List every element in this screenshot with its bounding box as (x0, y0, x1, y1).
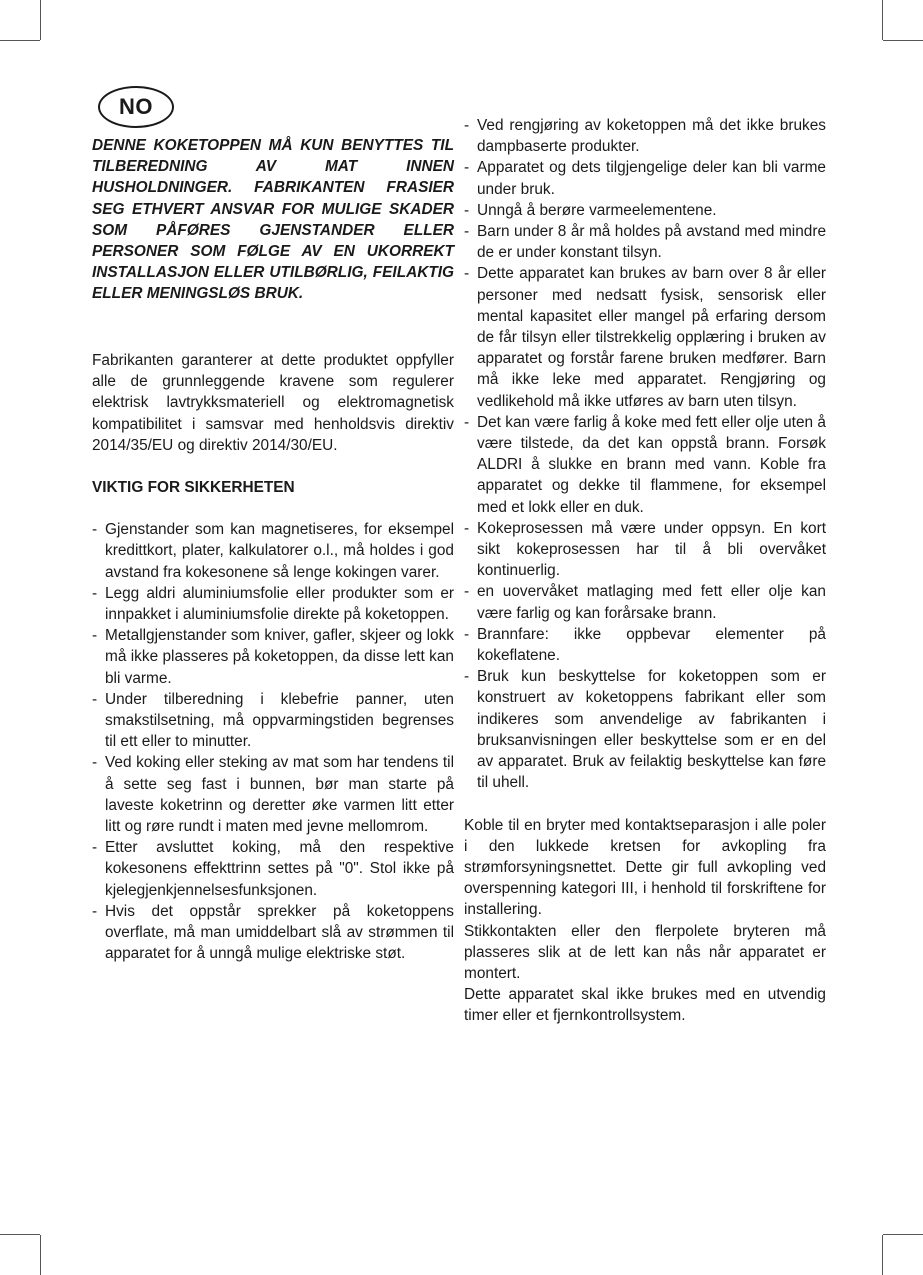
list-item: - en uovervåket matlaging med fett eller olje kan være farlig og kan forårsake brann. (464, 583, 826, 622)
list-item: - Under tilberedning i klebefrie panner, uten smakstilsetning, må oppvarmingstiden begrenses til ett eller to minutter. (92, 690, 454, 751)
bullet-dash: - (464, 625, 470, 643)
crop-mark (40, 1235, 41, 1275)
crop-mark (883, 40, 923, 41)
bullet-dash: - (464, 413, 470, 431)
safety-list-left (92, 519, 454, 964)
bullet-dash: - (92, 521, 98, 539)
list-item: - Det kan være farlig å koke med fett eller olje uten å være tilstede, da det kan oppstå brann. Forsøk ALDRI å slukke en brann med vann. Koble fra apparatet og dekke til flammene, for eksempel med et lokk eller en duk. (464, 413, 826, 516)
crop-mark (40, 0, 41, 40)
language-badge: NO (98, 86, 174, 128)
crop-mark (0, 40, 40, 41)
bullet-dash: - (92, 902, 98, 920)
list-item: - Gjenstander som kan magnetiseres, for eksempel kredittkort, plater, kalkulatorer o.l., må holdes i god avstand fra kokesonene så lenge kokingen varer. (92, 521, 454, 581)
left-column (92, 350, 454, 964)
list-item: - Ved rengjøring av koketoppen må det ikke brukes dampbaserte produkter. (464, 117, 826, 156)
list-item: - Etter avsluttet koking, må den respektive kokesonens effekttrinn settes på "0". Stol ikke på kjelegjenkjennelsesfunksjonen. (92, 839, 454, 899)
safety-heading: VIKTIG FOR SIKKERHETEN (92, 479, 295, 497)
intro-paragraph: Fabrikanten garanterer at dette produktet oppfyller alle de grunnleggende kravene som regulerer elektrisk lavtrykksmateriell og elektromagnetisk kompatibilitet i samsvar med henholdsvis direktiv 2014/35/EU og direktiv 2014/30/EU. (92, 352, 454, 454)
crop-mark (0, 1234, 40, 1235)
list-item: - Dette apparatet kan brukes av barn over 8 år eller personer med nedsatt fysisk, sensorisk eller mental kapasitet eller mangel på erfaring dersom de får tilsyn eller tilstrekkelig opplæring i bruken av apparatet og forstår farene bruken medfører. Barn må ikke leke med apparatet. Rengjøring og vedlikehold må ikke utføres av barn uten tilsyn. (464, 265, 826, 410)
crop-mark (883, 1234, 923, 1235)
bullet-dash: - (464, 223, 470, 241)
list-item: - Legg aldri aluminiumsfolie eller produkter som er innpakket i aluminiumsfolie direkte på koketoppen. (92, 584, 454, 624)
bullet-dash: - (464, 668, 470, 686)
list-item: - Barn under 8 år må holdes på avstand med mindre de er under konstant tilsyn. (464, 223, 826, 262)
list-item: - Unngå å berøre varmeelementene. (464, 200, 826, 221)
bullet-dash: - (92, 627, 98, 645)
bullet-dash: - (464, 265, 470, 283)
crop-mark (882, 0, 883, 40)
bullet-dash: - (464, 201, 470, 219)
bullet-dash: - (464, 519, 470, 537)
bullet-dash: - (92, 754, 98, 772)
list-item: - Kokeprosessen må være under oppsyn. En kort sikt kokeprosessen har til å bli overvåket kontinuerlig. (464, 519, 826, 580)
list-item: - Hvis det oppstår sprekker på koketoppens overflate, må man umiddelbart slå av strømmen til apparatet for å unngå mulige elektriske støt. (92, 902, 454, 963)
closing-paragraph: Dette apparatet skal ikke brukes med en utvendig timer eller et fjernkontrollsystem. (464, 986, 826, 1025)
bullet-dash: - (464, 159, 470, 177)
bullet-dash: - (92, 584, 98, 602)
warning-notice: DENNE KOKETOPPEN MÅ KUN BENYTTES TIL TILBEREDNING AV MAT INNEN HUSHOLDNINGER. FABRIKANTEN FRASIER SEG ETHVERT ANSVAR FOR MULIGE SKADER SOM PÅFØRES GJENSTANDER ELLER PERSONER SOM FØLGE AV EN UKORREKT INSTALLASJON ELLER UTILBØRLIG, FEILAKTIG ELLER MENINGSLØS BRUK. (92, 137, 454, 303)
closing-paragraph: Stikkontakten eller den flerpolete bryteren må plasseres slik at de lett kan nås når apparatet er montert. (464, 922, 826, 982)
bullet-dash: - (464, 117, 470, 134)
list-item: - Bruk kun beskyttelse for koketoppen som er konstruert av koketoppens fabrikant eller som indikeres som anvendelige av fabrikanten i bruksanvisningen eller beskyttelse som er en del av apparatet. Bruk av feilaktig beskyttelse kan føre til uhell. (464, 668, 826, 792)
bullet-dash: - (92, 690, 98, 708)
crop-mark (882, 1235, 883, 1275)
right-column (464, 115, 826, 1027)
safety-list-right (464, 115, 826, 794)
list-item: - Brannfare: ikke oppbevar elementer på kokeflatene. (464, 625, 826, 665)
closing-paragraph: Koble til en bryter med kontaktseparasjon i alle poler i den lukkede kretsen for avkopling fra strømforsyningsnettet. Dette gir full avkopling ved overspenning kategori III, i henhold til forskriftene for installering. (464, 816, 826, 919)
bullet-dash: - (464, 583, 470, 601)
bullet-dash: - (92, 839, 98, 857)
list-item: - Metallgjenstander som kniver, gafler, skjeer og lokk må ikke plasseres på koketoppen, da disse lett kan bli varme. (92, 627, 454, 687)
list-item: - Apparatet og dets tilgjengelige deler kan bli varme under bruk. (464, 159, 826, 198)
list-item: - Ved koking eller steking av mat som har tendens til å sette seg fast i bunnen, bør man starte på laveste koketrinn og deretter øke varmen litt etter litt og røre rundt i maten med jevne mellomrom. (92, 754, 454, 836)
